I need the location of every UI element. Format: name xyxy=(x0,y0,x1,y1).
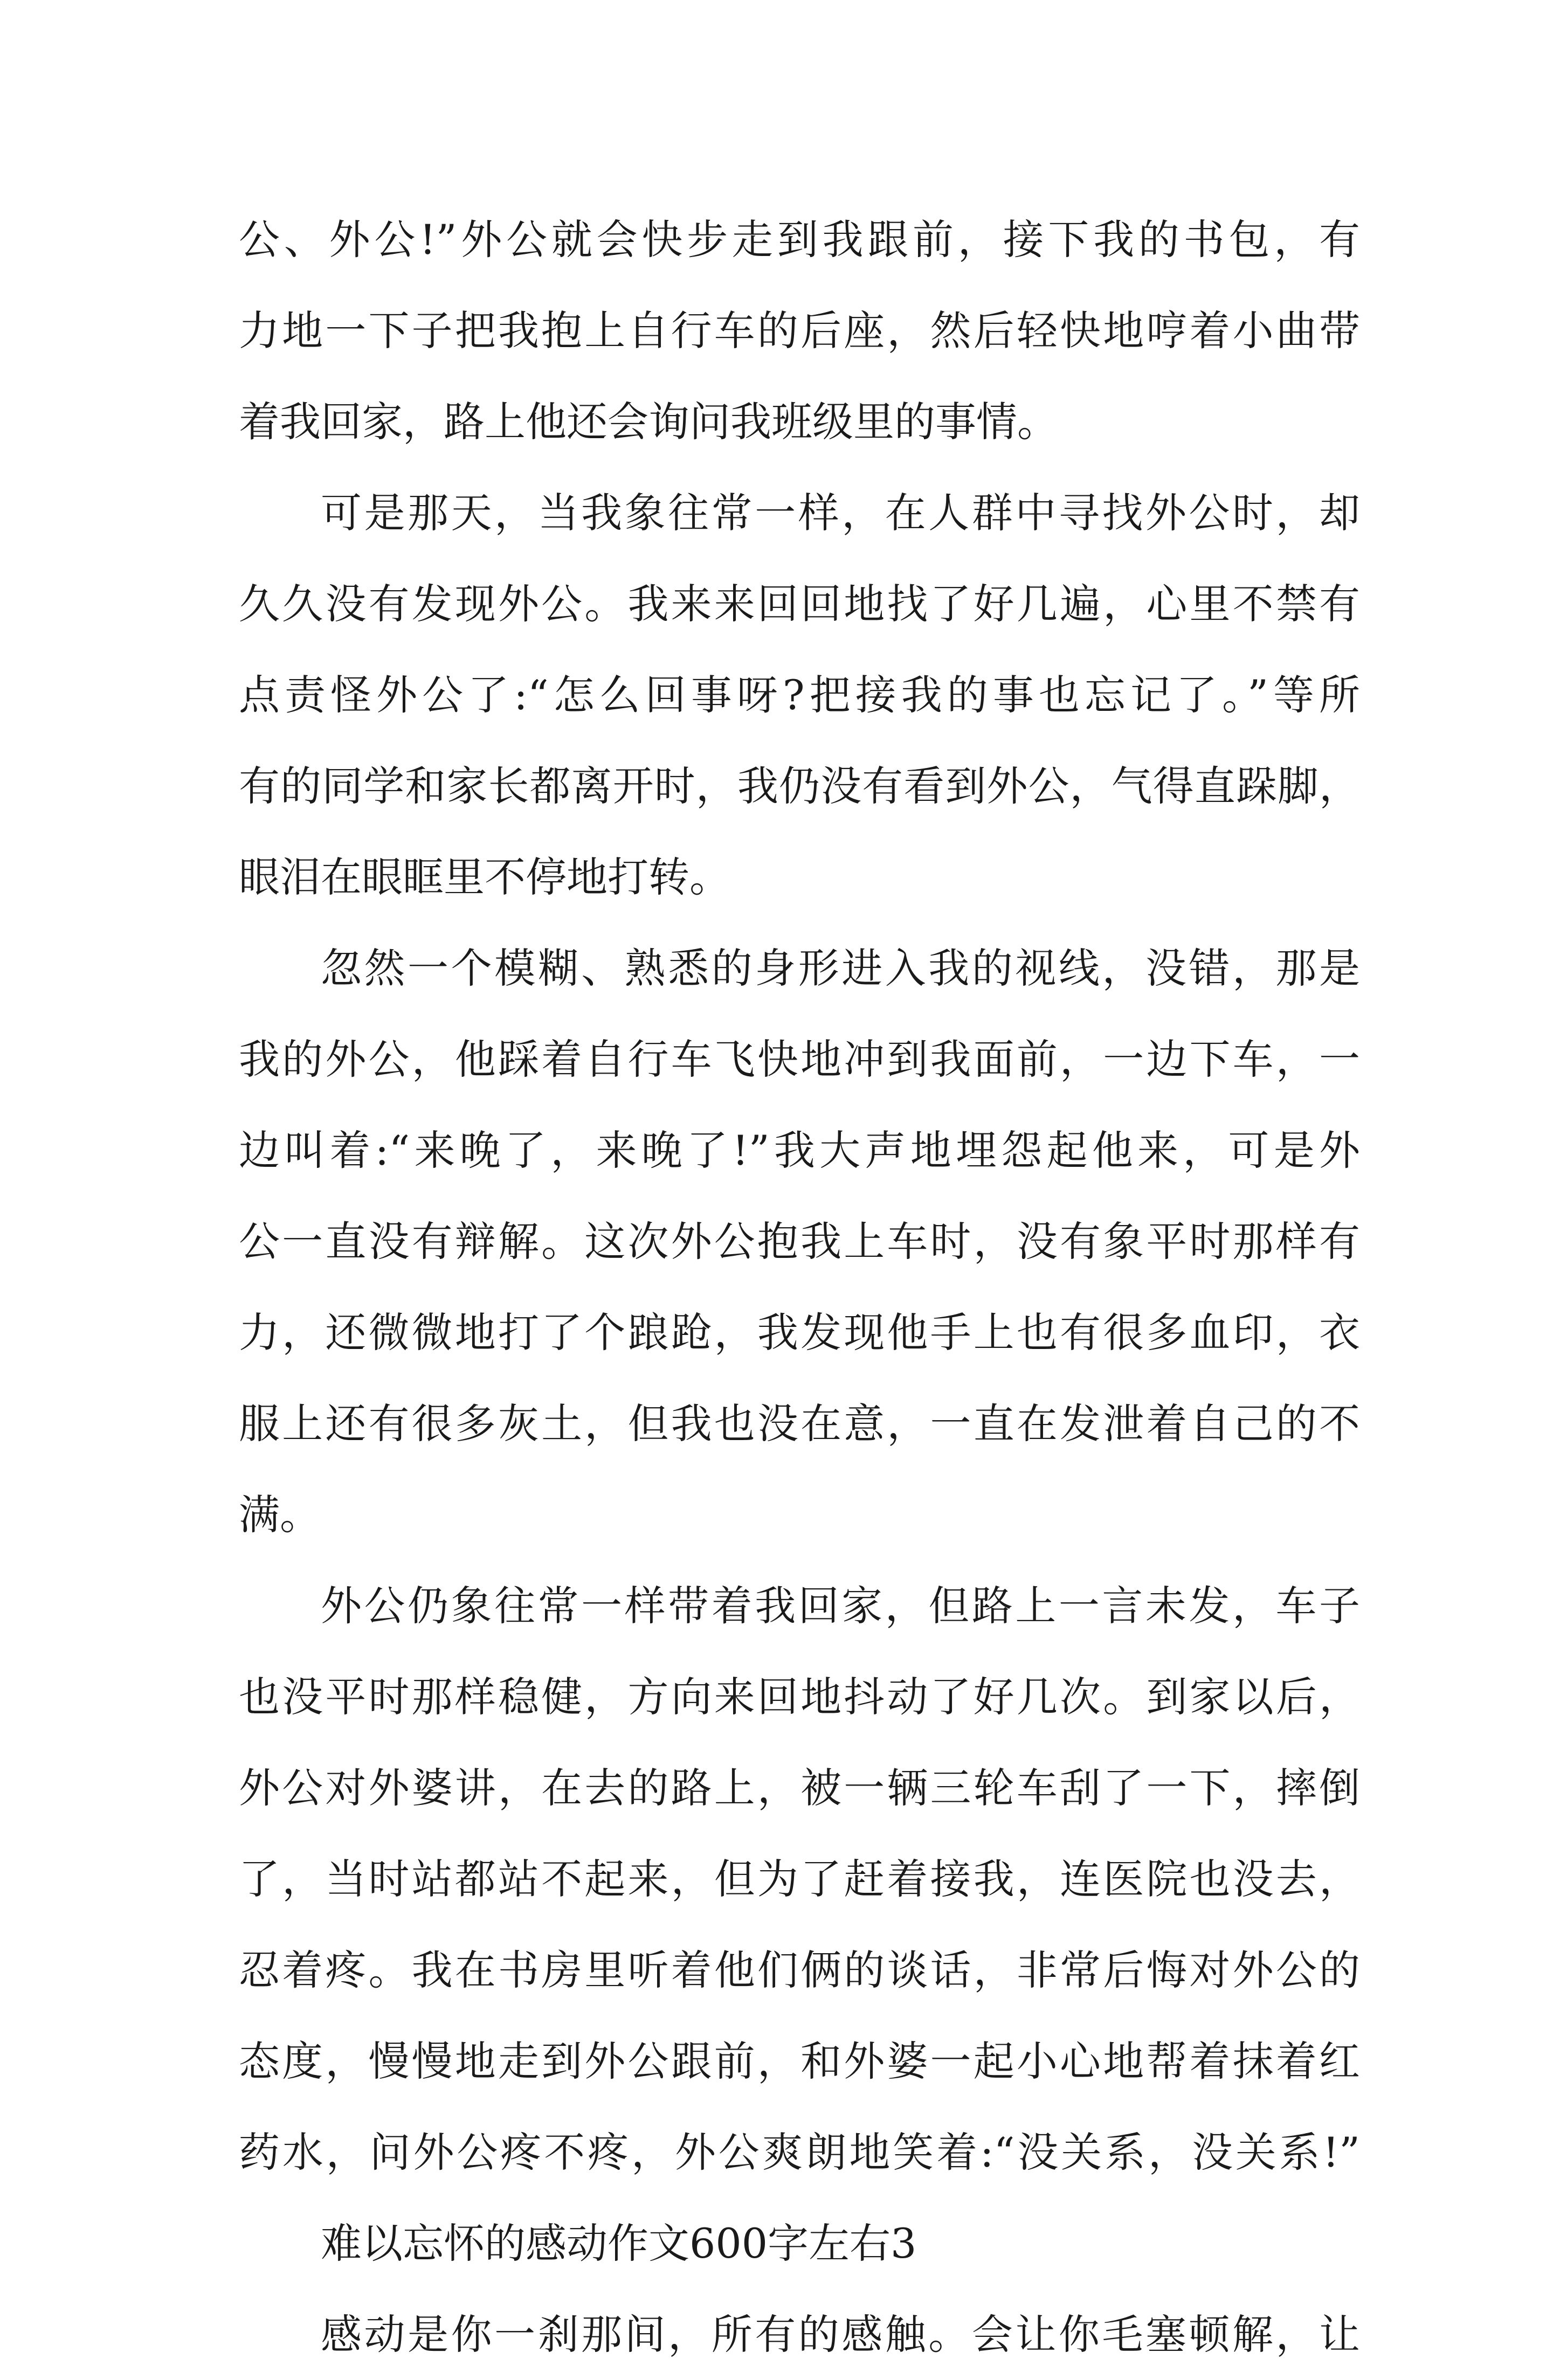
text-line: 久久没有发现外公。我来来回回地找了好几遍，心里不禁有 xyxy=(239,580,1360,628)
text-line: 药水，问外公疼不疼，外公爽朗地笑着:“没关系，没关系!” xyxy=(239,2128,1360,2176)
text-line: 力，还微微地打了个踉跄，我发现他手上也有很多血印，衣 xyxy=(239,1309,1360,1357)
text-line: 忽然一个模糊、熟悉的身形进入我的视线，没错，那是 xyxy=(321,944,1360,992)
text-line: 眼泪在眼眶里不停地打转。 xyxy=(239,853,730,901)
text-line: 感动是你一刹那间，所有的感触。会让你毛塞顿解，让 xyxy=(321,2310,1360,2358)
text-line: 外公对外婆讲，在去的路上，被一辆三轮车刮了一下，摔倒 xyxy=(239,1764,1360,1812)
text-line: 了，当时站都站不起来，但为了赶着接我，连医院也没去， xyxy=(239,1855,1360,1903)
text-line: 满。 xyxy=(239,1491,321,1539)
text-line: 我的外公，他踩着自行车飞快地冲到我面前，一边下车，一 xyxy=(239,1035,1360,1083)
text-line: 也没平时那样稳健，方向来回地抖动了好几次。到家以后， xyxy=(239,1673,1360,1721)
text-line: 可是那天，当我象往常一样，在人群中寻找外公时，却 xyxy=(321,489,1360,537)
text-line: 公、外公!”外公就会快步走到我跟前，接下我的书包，有 xyxy=(239,216,1360,264)
text-line: 点责怪外公了:“怎么回事呀?把接我的事也忘记了。”等所 xyxy=(239,671,1360,719)
text-line: 公一直没有辩解。这次外公抱我上车时，没有象平时那样有 xyxy=(239,1217,1360,1265)
text-line: 着我回家，路上他还会询问我班级里的事情。 xyxy=(239,398,1058,446)
document-body xyxy=(239,194,1360,2380)
text-line: 忍着疼。我在书房里听着他们俩的谈话，非常后悔对外公的 xyxy=(239,1946,1360,1994)
text-line: 态度，慢慢地走到外公跟前，和外婆一起小心地帮着抹着红 xyxy=(239,2037,1360,2085)
text-line: 外公仍象往常一样带着我回家，但路上一言未发，车子 xyxy=(321,1582,1360,1630)
text-line: 边叫着:“来晚了，来晚了!”我大声地埋怨起他来，可是外 xyxy=(239,1126,1360,1174)
text-line: 力地一下子把我抱上自行车的后座，然后轻快地哼着小曲带 xyxy=(239,307,1360,355)
section-heading: 难以忘怀的感动作文600字左右3 xyxy=(321,2219,917,2267)
text-line: 服上还有很多灰土，但我也没在意，一直在发泄着自己的不 xyxy=(239,1400,1360,1448)
text-line: 有的同学和家长都离开时，我仍没有看到外公，气得直跺脚， xyxy=(239,762,1360,810)
